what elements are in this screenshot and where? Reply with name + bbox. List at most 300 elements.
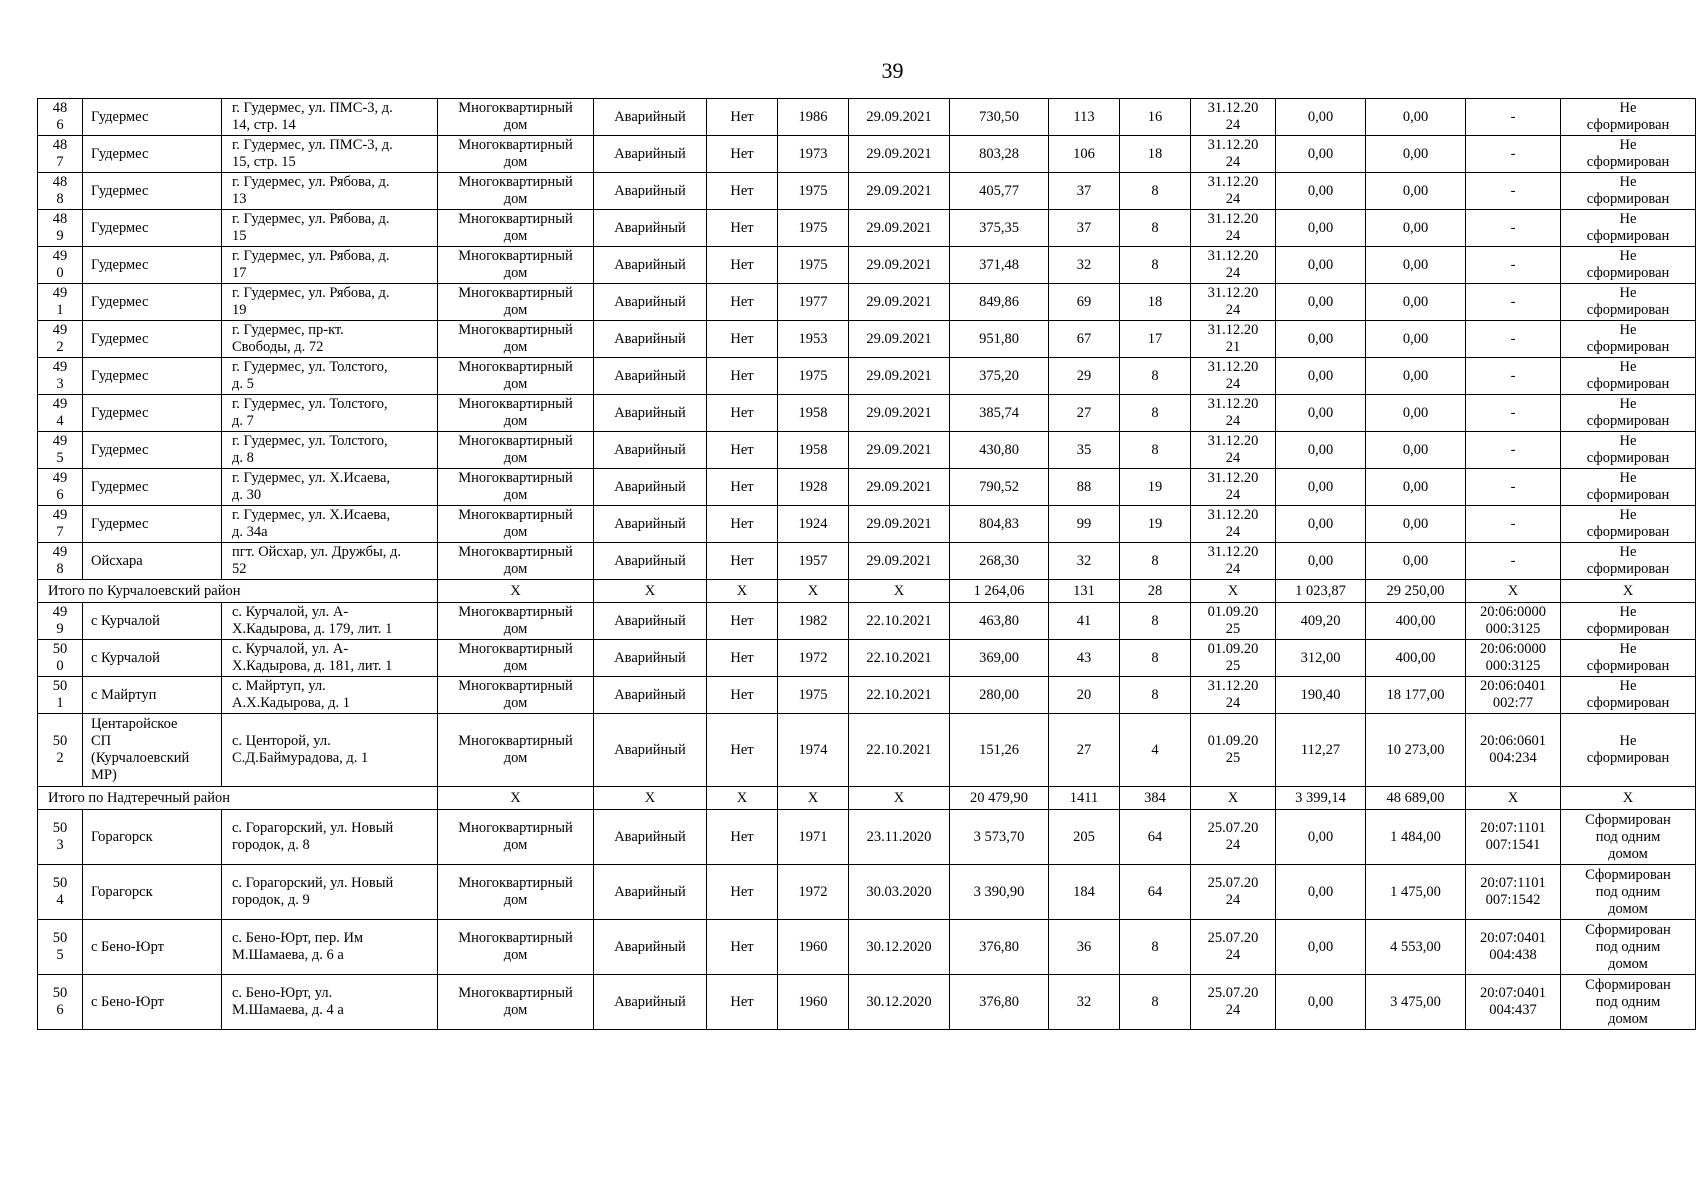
flag: Х [707, 580, 778, 603]
build-year: 1957 [778, 543, 849, 580]
table-row [38, 543, 1696, 580]
area: 375,35 [950, 210, 1049, 247]
recognition-date: 29.09.2021 [849, 432, 950, 469]
condition: Аварийный [594, 136, 707, 173]
resettlement-deadline: 31.12.20 24 [1191, 247, 1276, 284]
condition: Аварийный [594, 603, 707, 640]
flag: Нет [707, 469, 778, 506]
value-2: 0,00 [1366, 247, 1466, 284]
land-plot-status: Сформирован под одним домом [1561, 975, 1696, 1030]
table-row [38, 321, 1696, 358]
apartments: 8 [1120, 173, 1191, 210]
cadastral-number: - [1466, 173, 1561, 210]
building-type: Многоквартирный дом [438, 865, 594, 920]
build-year: 1986 [778, 99, 849, 136]
residents: 32 [1049, 247, 1120, 284]
value-1: 190,40 [1276, 677, 1366, 714]
recognition-date: 30.12.2020 [849, 920, 950, 975]
cadastral-number: - [1466, 136, 1561, 173]
row-number: 50 2 [38, 714, 83, 787]
resettlement-deadline: 25.07.20 24 [1191, 975, 1276, 1030]
recognition-date: 29.09.2021 [849, 321, 950, 358]
area: 268,30 [950, 543, 1049, 580]
build-year: 1975 [778, 358, 849, 395]
condition: Аварийный [594, 358, 707, 395]
row-number: 48 8 [38, 173, 83, 210]
build-year: Х [778, 580, 849, 603]
build-year: 1958 [778, 432, 849, 469]
condition: Аварийный [594, 640, 707, 677]
flag: Нет [707, 210, 778, 247]
area: 405,77 [950, 173, 1049, 210]
build-year: 1972 [778, 640, 849, 677]
resettlement-deadline: 31.12.20 24 [1191, 173, 1276, 210]
value-1: 0,00 [1276, 99, 1366, 136]
flag: Нет [707, 321, 778, 358]
flag: Нет [707, 173, 778, 210]
resettlement-deadline: 31.12.20 24 [1191, 284, 1276, 321]
row-number: 48 6 [38, 99, 83, 136]
page-number: 39 [881, 58, 904, 83]
table-row [38, 136, 1696, 173]
apartments: 4 [1120, 714, 1191, 787]
apartments: 64 [1120, 865, 1191, 920]
value-2: 0,00 [1366, 358, 1466, 395]
apartments: 16 [1120, 99, 1191, 136]
residents: 184 [1049, 865, 1120, 920]
row-number: 49 6 [38, 469, 83, 506]
apartments: 8 [1120, 432, 1191, 469]
value-1: 0,00 [1276, 975, 1366, 1030]
condition: Х [594, 787, 707, 810]
table-row [38, 432, 1696, 469]
address: г. Гудермес, ул. Х.Исаева, д. 34а [222, 506, 438, 543]
cadastral-number: - [1466, 395, 1561, 432]
address: г. Гудермес, ул. Рябова, д. 19 [222, 284, 438, 321]
area: 376,80 [950, 975, 1049, 1030]
row-number: 49 7 [38, 506, 83, 543]
apartments: 8 [1120, 395, 1191, 432]
land-plot-status: Х [1561, 787, 1696, 810]
address: г. Гудермес, ул. ПМС-3, д. 14, стр. 14 [222, 99, 438, 136]
resettlement-deadline: 31.12.20 24 [1191, 506, 1276, 543]
build-year: 1960 [778, 975, 849, 1030]
value-2: 0,00 [1366, 173, 1466, 210]
build-year: 1973 [778, 136, 849, 173]
residents: 35 [1049, 432, 1120, 469]
land-plot-status: Сформирован под одним домом [1561, 920, 1696, 975]
locality: с Курчалой [83, 603, 222, 640]
land-plot-status: Не сформирован [1561, 173, 1696, 210]
area: 463,80 [950, 603, 1049, 640]
area: 151,26 [950, 714, 1049, 787]
building-type: Многоквартирный дом [438, 284, 594, 321]
cadastral-number: - [1466, 247, 1561, 284]
value-1: 312,00 [1276, 640, 1366, 677]
address: г. Гудермес, ул. Толстого, д. 5 [222, 358, 438, 395]
address: г. Гудермес, ул. Рябова, д. 17 [222, 247, 438, 284]
recognition-date: 29.09.2021 [849, 136, 950, 173]
area: 371,48 [950, 247, 1049, 284]
recognition-date: 29.09.2021 [849, 247, 950, 284]
recognition-date: 29.09.2021 [849, 173, 950, 210]
apartments: 64 [1120, 810, 1191, 865]
area: 3 573,70 [950, 810, 1049, 865]
row-number: 48 9 [38, 210, 83, 247]
apartments: 28 [1120, 580, 1191, 603]
land-plot-status: Не сформирован [1561, 506, 1696, 543]
building-type: Многоквартирный дом [438, 506, 594, 543]
build-year: Х [778, 787, 849, 810]
build-year: 1975 [778, 677, 849, 714]
address: г. Гудермес, ул. ПМС-3, д. 15, стр. 15 [222, 136, 438, 173]
flag: Нет [707, 99, 778, 136]
table-row [38, 284, 1696, 321]
build-year: 1958 [778, 395, 849, 432]
locality: с Майртуп [83, 677, 222, 714]
value-2: 0,00 [1366, 99, 1466, 136]
cadastral-number: - [1466, 432, 1561, 469]
flag: Нет [707, 975, 778, 1030]
value-1: 0,00 [1276, 543, 1366, 580]
land-plot-status: Не сформирован [1561, 136, 1696, 173]
row-number: 50 5 [38, 920, 83, 975]
residents: 43 [1049, 640, 1120, 677]
condition: Аварийный [594, 469, 707, 506]
table-row [38, 395, 1696, 432]
locality: Центаройское СП (Курчалоевский МР) [83, 714, 222, 787]
building-type: Многоквартирный дом [438, 432, 594, 469]
area: 376,80 [950, 920, 1049, 975]
value-2: 400,00 [1366, 603, 1466, 640]
condition: Аварийный [594, 395, 707, 432]
value-1: 0,00 [1276, 810, 1366, 865]
address: г. Гудермес, ул. Рябова, д. 15 [222, 210, 438, 247]
recognition-date: Х [849, 787, 950, 810]
cadastral-number: Х [1466, 580, 1561, 603]
value-2: 400,00 [1366, 640, 1466, 677]
value-1: 0,00 [1276, 506, 1366, 543]
locality: Гудермес [83, 247, 222, 284]
condition: Аварийный [594, 173, 707, 210]
value-1: 3 399,14 [1276, 787, 1366, 810]
building-type: Х [438, 580, 594, 603]
address: с. Бено-Юрт, ул. М.Шамаева, д. 4 а [222, 975, 438, 1030]
land-plot-status: Не сформирован [1561, 99, 1696, 136]
recognition-date: 22.10.2021 [849, 640, 950, 677]
building-type: Многоквартирный дом [438, 543, 594, 580]
resettlement-deadline: 01.09.20 25 [1191, 603, 1276, 640]
area: 369,00 [950, 640, 1049, 677]
land-plot-status: Не сформирован [1561, 432, 1696, 469]
address: г. Гудермес, ул. Х.Исаева, д. 30 [222, 469, 438, 506]
condition: Аварийный [594, 714, 707, 787]
row-number: 49 0 [38, 247, 83, 284]
resettlement-deadline: 31.12.20 24 [1191, 469, 1276, 506]
cadastral-number: - [1466, 321, 1561, 358]
area: 385,74 [950, 395, 1049, 432]
area: 430,80 [950, 432, 1049, 469]
row-number: 49 1 [38, 284, 83, 321]
condition: Аварийный [594, 210, 707, 247]
resettlement-deadline: 31.12.20 24 [1191, 543, 1276, 580]
value-1: 0,00 [1276, 432, 1366, 469]
cadastral-number: - [1466, 284, 1561, 321]
address: г. Гудермес, пр-кт. Свободы, д. 72 [222, 321, 438, 358]
residents: 32 [1049, 975, 1120, 1030]
value-1: 0,00 [1276, 247, 1366, 284]
residents: 36 [1049, 920, 1120, 975]
residents: 37 [1049, 210, 1120, 247]
row-number: 50 4 [38, 865, 83, 920]
row-number: 49 9 [38, 603, 83, 640]
area: 803,28 [950, 136, 1049, 173]
building-type: Х [438, 787, 594, 810]
flag: Нет [707, 136, 778, 173]
address: с. Курчалой, ул. А- Х.Кадырова, д. 181, лит. 1 [222, 640, 438, 677]
land-plot-status: Сформирован под одним домом [1561, 810, 1696, 865]
resettlement-deadline: 31.12.20 24 [1191, 136, 1276, 173]
condition: Аварийный [594, 247, 707, 284]
land-plot-status: Не сформирован [1561, 714, 1696, 787]
value-1: 409,20 [1276, 603, 1366, 640]
flag: Нет [707, 432, 778, 469]
address: с. Центорой, ул. С.Д.Баймурадова, д. 1 [222, 714, 438, 787]
value-1: 0,00 [1276, 136, 1366, 173]
apartments: 19 [1120, 506, 1191, 543]
locality: с Бено-Юрт [83, 920, 222, 975]
resettlement-deadline: 25.07.20 24 [1191, 810, 1276, 865]
cadastral-number: 20:07:1101 007:1542 [1466, 865, 1561, 920]
table-row [38, 975, 1696, 1030]
resettlement-deadline: 31.12.20 21 [1191, 321, 1276, 358]
cadastral-number: 20:06:0401 002:77 [1466, 677, 1561, 714]
residents: 41 [1049, 603, 1120, 640]
land-plot-status: Не сформирован [1561, 284, 1696, 321]
value-1: 1 023,87 [1276, 580, 1366, 603]
district-total-label: Итого по Надтеречный район [38, 787, 438, 810]
row-number: 49 3 [38, 358, 83, 395]
apartments: 384 [1120, 787, 1191, 810]
area: 20 479,90 [950, 787, 1049, 810]
building-type: Многоквартирный дом [438, 603, 594, 640]
address: с. Майртуп, ул. А.Х.Кадырова, д. 1 [222, 677, 438, 714]
cadastral-number: 20:07:0401 004:437 [1466, 975, 1561, 1030]
area: 951,80 [950, 321, 1049, 358]
land-plot-status: Не сформирован [1561, 603, 1696, 640]
resettlement-deadline: Х [1191, 580, 1276, 603]
value-1: 0,00 [1276, 210, 1366, 247]
recognition-date: 22.10.2021 [849, 603, 950, 640]
residents: 69 [1049, 284, 1120, 321]
locality: Гудермес [83, 395, 222, 432]
building-type: Многоквартирный дом [438, 469, 594, 506]
area: 790,52 [950, 469, 1049, 506]
recognition-date: 23.11.2020 [849, 810, 950, 865]
locality: Гудермес [83, 469, 222, 506]
condition: Аварийный [594, 99, 707, 136]
resettlement-deadline: 01.09.20 25 [1191, 640, 1276, 677]
recognition-date: 29.09.2021 [849, 506, 950, 543]
table-row [38, 677, 1696, 714]
building-type: Многоквартирный дом [438, 136, 594, 173]
address: пгт. Ойсхар, ул. Дружбы, д. 52 [222, 543, 438, 580]
value-1: 0,00 [1276, 865, 1366, 920]
table-row [38, 506, 1696, 543]
condition: Аварийный [594, 543, 707, 580]
resettlement-deadline: 01.09.20 25 [1191, 714, 1276, 787]
recognition-date: 29.09.2021 [849, 358, 950, 395]
row-number: 50 1 [38, 677, 83, 714]
district-total-row [38, 580, 1696, 603]
apartments: 8 [1120, 920, 1191, 975]
value-2: 10 273,00 [1366, 714, 1466, 787]
recognition-date: 29.09.2021 [849, 395, 950, 432]
residents: 205 [1049, 810, 1120, 865]
recognition-date: 29.09.2021 [849, 543, 950, 580]
apartments: 8 [1120, 358, 1191, 395]
land-plot-status: Не сформирован [1561, 210, 1696, 247]
build-year: 1975 [778, 247, 849, 284]
table-row [38, 99, 1696, 136]
table-row [38, 173, 1696, 210]
row-number: 49 2 [38, 321, 83, 358]
building-type: Многоквартирный дом [438, 358, 594, 395]
flag: Нет [707, 603, 778, 640]
apartments: 8 [1120, 543, 1191, 580]
locality: Гудермес [83, 358, 222, 395]
apartments: 18 [1120, 284, 1191, 321]
locality: Гудермес [83, 506, 222, 543]
locality: Гудермес [83, 321, 222, 358]
apartments: 8 [1120, 603, 1191, 640]
address: г. Гудермес, ул. Толстого, д. 7 [222, 395, 438, 432]
resettlement-deadline: 31.12.20 24 [1191, 210, 1276, 247]
cadastral-number: - [1466, 358, 1561, 395]
locality: Гудермес [83, 99, 222, 136]
table-row [38, 714, 1696, 787]
row-number: 50 0 [38, 640, 83, 677]
condition: Аварийный [594, 506, 707, 543]
land-plot-status: Не сформирован [1561, 321, 1696, 358]
table-row [38, 920, 1696, 975]
condition: Аварийный [594, 865, 707, 920]
residents: 32 [1049, 543, 1120, 580]
condition: Х [594, 580, 707, 603]
residents: 131 [1049, 580, 1120, 603]
recognition-date: 30.12.2020 [849, 975, 950, 1030]
value-2: 0,00 [1366, 284, 1466, 321]
table-row [38, 469, 1696, 506]
value-1: 0,00 [1276, 358, 1366, 395]
locality: Гудермес [83, 210, 222, 247]
building-type: Многоквартирный дом [438, 210, 594, 247]
flag: Нет [707, 395, 778, 432]
land-plot-status: Не сформирован [1561, 469, 1696, 506]
value-2: 1 484,00 [1366, 810, 1466, 865]
recognition-date: Х [849, 580, 950, 603]
address: г. Гудермес, ул. Толстого, д. 8 [222, 432, 438, 469]
residents: 20 [1049, 677, 1120, 714]
land-plot-status: Сформирован под одним домом [1561, 865, 1696, 920]
address: с. Бено-Юрт, пер. Им М.Шамаева, д. 6 а [222, 920, 438, 975]
apartments: 17 [1120, 321, 1191, 358]
cadastral-number: - [1466, 543, 1561, 580]
cadastral-number: - [1466, 506, 1561, 543]
recognition-date: 22.10.2021 [849, 714, 950, 787]
flag: Нет [707, 677, 778, 714]
value-2: 0,00 [1366, 395, 1466, 432]
locality: Горагорск [83, 810, 222, 865]
value-2: 18 177,00 [1366, 677, 1466, 714]
building-type: Многоквартирный дом [438, 173, 594, 210]
condition: Аварийный [594, 810, 707, 865]
building-type: Многоквартирный дом [438, 714, 594, 787]
row-number: 50 3 [38, 810, 83, 865]
resettlement-deadline: 31.12.20 24 [1191, 358, 1276, 395]
cadastral-number: - [1466, 99, 1561, 136]
resettlement-deadline: 31.12.20 24 [1191, 99, 1276, 136]
recognition-date: 30.03.2020 [849, 865, 950, 920]
residents: 88 [1049, 469, 1120, 506]
district-total-row [38, 787, 1696, 810]
flag: Нет [707, 920, 778, 975]
cadastral-number: 20:06:0000 000:3125 [1466, 603, 1561, 640]
residents: 67 [1049, 321, 1120, 358]
area: 730,50 [950, 99, 1049, 136]
building-type: Многоквартирный дом [438, 395, 594, 432]
value-1: 0,00 [1276, 321, 1366, 358]
value-2: 0,00 [1366, 469, 1466, 506]
build-year: 1971 [778, 810, 849, 865]
recognition-date: 29.09.2021 [849, 284, 950, 321]
flag: Нет [707, 865, 778, 920]
recognition-date: 29.09.2021 [849, 210, 950, 247]
land-plot-status: Не сформирован [1561, 358, 1696, 395]
building-type: Многоквартирный дом [438, 640, 594, 677]
area: 375,20 [950, 358, 1049, 395]
building-type: Многоквартирный дом [438, 975, 594, 1030]
condition: Аварийный [594, 920, 707, 975]
address: г. Гудермес, ул. Рябова, д. 13 [222, 173, 438, 210]
locality: Гудермес [83, 284, 222, 321]
address: с. Курчалой, ул. А- Х.Кадырова, д. 179, лит. 1 [222, 603, 438, 640]
value-1: 0,00 [1276, 395, 1366, 432]
cadastral-number: 20:06:0601 004:234 [1466, 714, 1561, 787]
row-number: 48 7 [38, 136, 83, 173]
value-1: 112,27 [1276, 714, 1366, 787]
locality: Гудермес [83, 173, 222, 210]
cadastral-number: 20:06:0000 000:3125 [1466, 640, 1561, 677]
build-year: 1982 [778, 603, 849, 640]
recognition-date: 29.09.2021 [849, 469, 950, 506]
condition: Аварийный [594, 321, 707, 358]
flag: Нет [707, 506, 778, 543]
row-number: 49 5 [38, 432, 83, 469]
building-type: Многоквартирный дом [438, 321, 594, 358]
area: 804,83 [950, 506, 1049, 543]
resettlement-deadline: 25.07.20 24 [1191, 865, 1276, 920]
cadastral-number: - [1466, 210, 1561, 247]
table-row [38, 358, 1696, 395]
row-number: 49 4 [38, 395, 83, 432]
value-2: 0,00 [1366, 210, 1466, 247]
flag: Нет [707, 358, 778, 395]
land-plot-status: Не сформирован [1561, 247, 1696, 284]
locality: Горагорск [83, 865, 222, 920]
apartments: 8 [1120, 975, 1191, 1030]
build-year: 1953 [778, 321, 849, 358]
